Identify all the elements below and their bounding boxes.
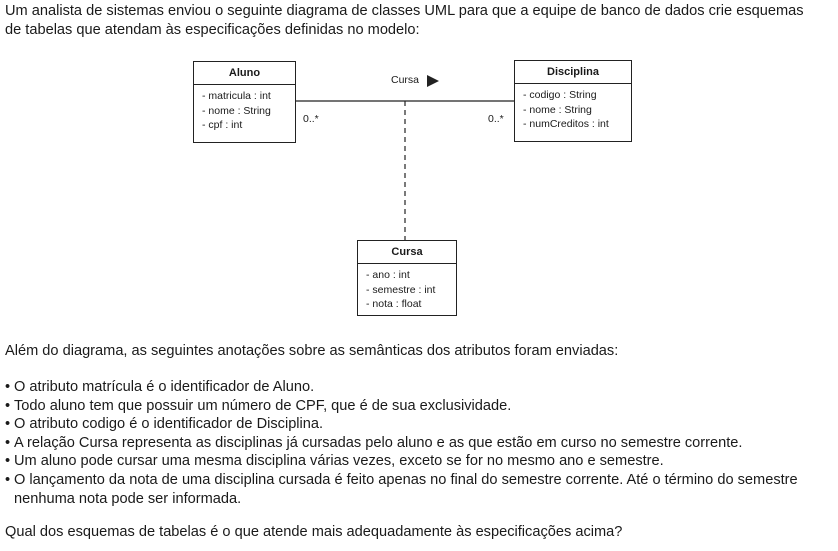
class-title-cursa: Cursa bbox=[358, 241, 456, 264]
attribute: - matricula : int bbox=[202, 90, 271, 102]
list-item: • A relação Cursa representa as disciplinas já cursadas pelo aluno e as que estão em curso no semestre corrente. bbox=[5, 434, 798, 453]
class-attributes-disciplina bbox=[515, 84, 631, 132]
list-item: • O atributo matrícula é o identificador de Aluno. bbox=[5, 378, 798, 397]
annotations-list bbox=[5, 378, 798, 508]
attribute: - ano : int bbox=[366, 269, 410, 281]
intro-line-2: de tabelas que atendam às especificações definidas no modelo: bbox=[5, 22, 420, 38]
attribute: - nota : float bbox=[366, 298, 422, 311]
class-box-cursa bbox=[357, 240, 457, 316]
list-item: • Um aluno pode cursar uma mesma disciplina várias vezes, exceto se for no mesmo ano e semestre. bbox=[5, 452, 798, 471]
association-label: Cursa bbox=[391, 74, 420, 86]
attribute: - nome : String bbox=[523, 103, 592, 116]
triangle-right-icon bbox=[427, 75, 439, 87]
question-text: Qual dos esquemas de tabelas é o que atende mais adequadamente às especificações acima? bbox=[5, 524, 623, 540]
list-item: • Todo aluno tem que possuir um número de CPF, que é de sua exclusividade. bbox=[5, 397, 798, 416]
intro-line-1: Um analista de sistemas enviou o seguinte diagrama de classes UML para que a equipe de banco de dados crie esquemas bbox=[5, 3, 804, 19]
attribute: - codigo : String bbox=[523, 89, 597, 101]
multiplicity-left: 0..* bbox=[303, 113, 319, 125]
attribute: - cpf : int bbox=[202, 119, 243, 132]
multiplicity-right: 0..* bbox=[488, 113, 504, 125]
class-title-disciplina: Disciplina bbox=[515, 61, 631, 84]
list-item: • O atributo codigo é o identificador de Disciplina. bbox=[5, 415, 798, 434]
annotations-intro: Além do diagrama, as seguintes anotações sobre as semânticas dos atributos foram enviadas: bbox=[5, 343, 619, 359]
attribute: - numCreditos : int bbox=[523, 118, 609, 131]
list-item bbox=[5, 471, 798, 508]
attribute: - semestre : int bbox=[366, 283, 436, 296]
attribute: - nome : String bbox=[202, 104, 271, 117]
list-item-line-1: O lançamento da nota de uma disciplina cursada é feito apenas no final do semestre corrente. Até o término do semestre bbox=[14, 471, 798, 488]
class-box-disciplina bbox=[514, 60, 632, 142]
class-attributes-aluno bbox=[194, 85, 295, 133]
list-item-line-2: nenhuma nota pode ser informada. bbox=[14, 490, 242, 507]
class-title-aluno: Aluno bbox=[194, 62, 295, 85]
class-box-aluno bbox=[193, 61, 296, 143]
class-attributes-cursa bbox=[358, 264, 456, 312]
intro-paragraph bbox=[5, 2, 804, 40]
